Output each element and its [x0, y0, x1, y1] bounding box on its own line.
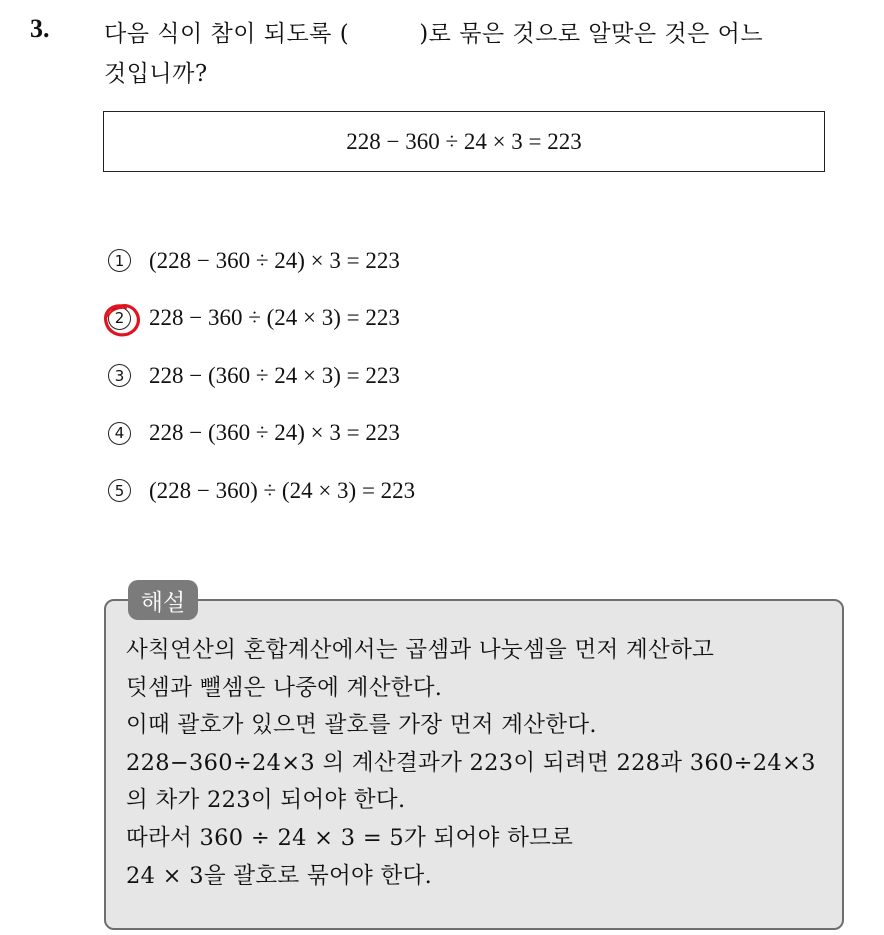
equation-box	[103, 111, 825, 172]
explanation-line-1: 사칙연산의 혼합계산에서는 곱셈과 나눗셈을 먼저 계산하고	[126, 637, 715, 663]
choice-1[interactable]	[108, 232, 415, 290]
choice-list	[108, 232, 415, 520]
explanation-line-3: 이때 괄호가 있으면 괄호를 가장 먼저 계산한다.	[126, 712, 597, 739]
choice-4[interactable]	[108, 405, 415, 463]
choice-number-5: 5	[108, 479, 131, 502]
explanation-line-7: 24 × 3을 괄호로 묶어야 한다.	[126, 862, 433, 889]
choice-expr-4: 228 − (360 ÷ 24) × 3 = 223	[149, 420, 400, 446]
choice-number-2: 2	[108, 307, 131, 330]
question-text	[104, 14, 864, 94]
choice-expr-3: 228 − (360 ÷ 24 × 3) = 223	[149, 362, 400, 388]
question-number: 3.	[30, 14, 50, 43]
question-text-part2: )로 묶은 것으로 알맞은 것은 어느	[419, 21, 764, 47]
question-text-line2: 것입니까?	[104, 61, 208, 87]
question-text-part1: 다음 식이 참이 되도록 (	[104, 21, 350, 47]
choice-expr-5: (228 − 360) ÷ (24 × 3) = 223	[149, 477, 416, 503]
choice-3[interactable]	[108, 347, 415, 405]
equation-text: 228 − 360 ÷ 24 × 3 = 223	[346, 128, 582, 154]
choice-5[interactable]	[108, 462, 415, 520]
explanation-line-4: 228−360÷24×3 의 계산결과가 223이 되려면 228과 360÷24×3	[126, 749, 816, 776]
choice-expr-1: (228 − 360 ÷ 24) × 3 = 223	[149, 247, 400, 273]
explanation-tab: 해설	[128, 580, 198, 620]
choice-number-3: 3	[108, 364, 131, 387]
explanation-text	[126, 632, 836, 895]
choice-number-1: 1	[108, 249, 131, 272]
choice-expr-2: 228 − 360 ÷ (24 × 3) = 223	[149, 305, 400, 331]
choice-number-4: 4	[108, 422, 131, 445]
explanation-line-2: 덧셈과 뺄셈은 나중에 계산한다.	[126, 674, 443, 701]
explanation-line-5: 의 차가 223이 되어야 한다.	[126, 787, 406, 814]
explanation-line-6: 따라서 360 ÷ 24 × 3 = 5가 되어야 하므로	[126, 824, 574, 851]
choice-2[interactable]	[108, 290, 415, 348]
